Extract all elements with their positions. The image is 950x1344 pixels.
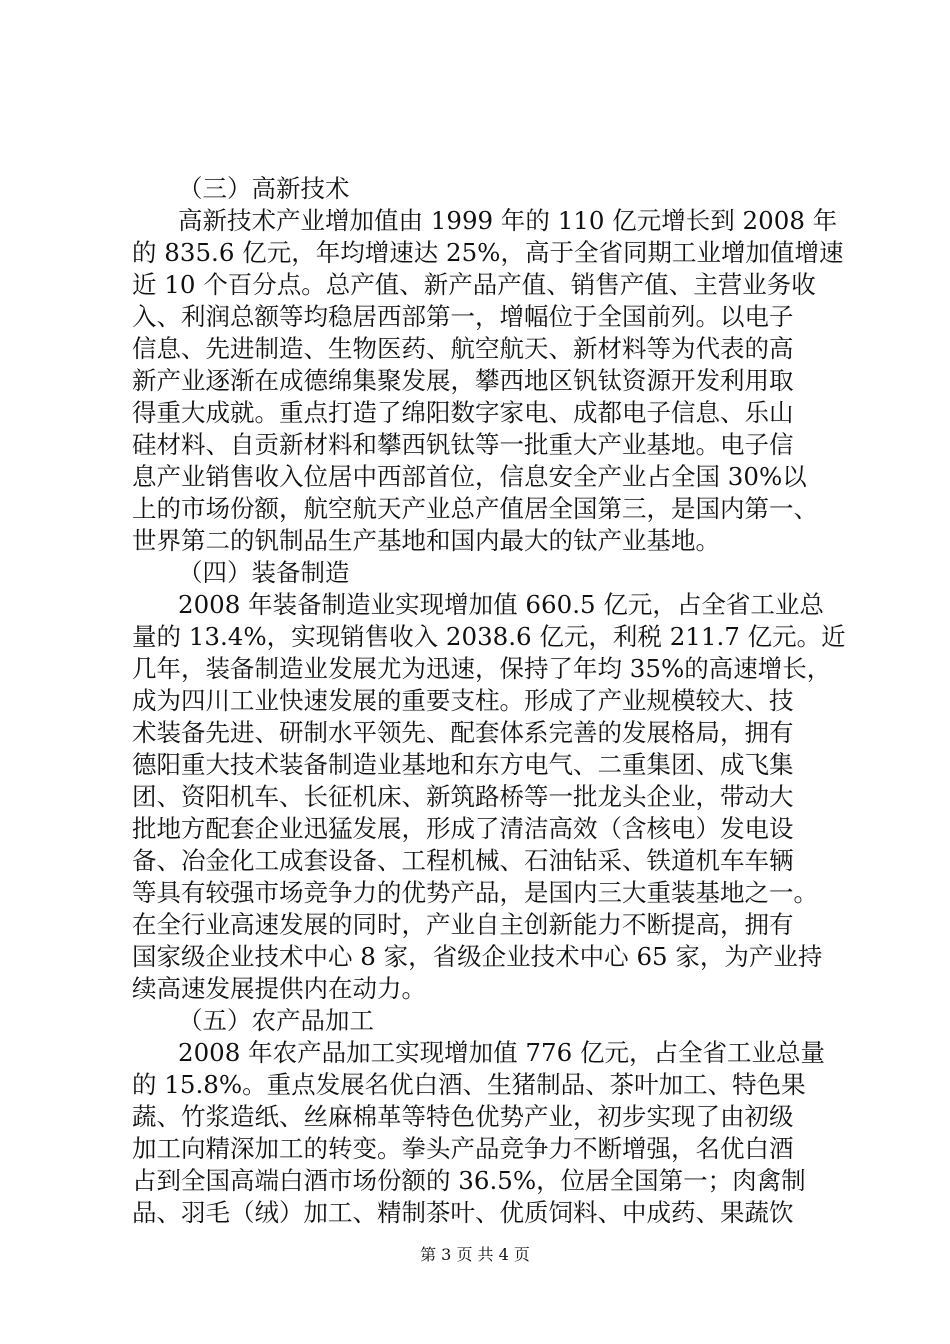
paragraph-line: 得重大成就。重点打造了绵阳数字家电、成都电子信息、乐山	[132, 398, 794, 427]
paragraph-line: 国家级企业技术中心 8 家，省级企业技术中心 65 家，为产业持	[132, 942, 823, 971]
paragraph-line: 的 15.8%。重点发展名优白酒、生猪制品、茶叶加工、特色果	[132, 1070, 806, 1099]
paragraph-line: 等具有较强市场竞争力的优势产品，是国内三大重装基地之一。	[132, 878, 818, 907]
heading-high-tech: （三）高新技术	[178, 174, 350, 203]
page-footer: 第 3 页 共 4 页	[420, 1245, 530, 1264]
paragraph-line: 量的 13.4%，实现销售收入 2038.6 亿元，利税 211.7 亿元。近	[132, 622, 846, 651]
paragraph-line: 上的市场份额，航空航天产业总产值居全国第三，是国内第一、	[132, 494, 818, 523]
paragraph-line: 2008 年农产品加工实现增加值 776 亿元，占全省工业总量	[178, 1038, 825, 1067]
paragraph-line: 续高速发展提供内在动力。	[132, 974, 426, 1003]
paragraph-line: 新产业逐渐在成德绵集聚发展，攀西地区钒钛资源开发利用取	[132, 366, 794, 395]
paragraph-line: 占到全国高端白酒市场份额的 36.5%，位居全国第一；肉禽制	[132, 1166, 806, 1195]
paragraph-line: 在全行业高速发展的同时，产业自主创新能力不断提高，拥有	[132, 910, 794, 939]
paragraph-line: 备、冶金化工成套设备、工程机械、石油钻采、铁道机车车辆	[132, 846, 794, 875]
paragraph-line: 信息、先进制造、生物医药、航空航天、新材料等为代表的高	[132, 334, 794, 363]
heading-agri-processing: （五）农产品加工	[178, 1006, 374, 1035]
paragraph-line: 蔬、竹浆造纸、丝麻棉革等特色优势产业，初步实现了由初级	[132, 1102, 794, 1131]
paragraph-line: 硅材料、自贡新材料和攀西钒钛等一批重大产业基地。电子信	[132, 430, 794, 459]
paragraph-line: 的 835.6 亿元，年均增速达 25%，高于全省同期工业增加值增速	[132, 238, 844, 267]
paragraph-line: 2008 年装备制造业实现增加值 660.5 亿元，占全省工业总	[178, 590, 824, 619]
paragraph-line: 品、羽毛（绒）加工、精制茶叶、优质饲料、中成药、果蔬饮	[132, 1198, 794, 1227]
paragraph-line: 高新技术产业增加值由 1999 年的 110 亿元增长到 2008 年	[178, 206, 838, 235]
paragraph-line: 德阳重大技术装备制造业基地和东方电气、二重集团、成飞集	[132, 750, 794, 779]
paragraph-line: 近 10 个百分点。总产值、新产品产值、销售产值、主营业务收	[132, 270, 816, 299]
paragraph-line: 批地方配套企业迅猛发展，形成了清洁高效（含核电）发电设	[132, 814, 794, 843]
paragraph-line: 团、资阳机车、长征机床、新筑路桥等一批龙头企业，带动大	[132, 782, 794, 811]
paragraph-line: 世界第二的钒制品生产基地和国内最大的钛产业基地。	[132, 526, 720, 555]
heading-equipment: （四）装备制造	[178, 558, 350, 587]
paragraph-line: 息产业销售收入位居中西部首位，信息安全产业占全国 30%以	[132, 462, 807, 491]
paragraph-line: 几年，装备制造业发展尤为迅速，保持了年均 35%的高速增长，	[132, 654, 832, 683]
paragraph-line: 成为四川工业快速发展的重要支柱。形成了产业规模较大、技	[132, 686, 794, 715]
paragraph-line: 术装备先进、研制水平领先、配套体系完善的发展格局，拥有	[132, 718, 794, 747]
paragraph-line: 入、利润总额等均稳居西部第一，增幅位于全国前列。以电子	[132, 302, 794, 331]
paragraph-line: 加工向精深加工的转变。拳头产品竞争力不断增强，名优白酒	[132, 1134, 794, 1163]
